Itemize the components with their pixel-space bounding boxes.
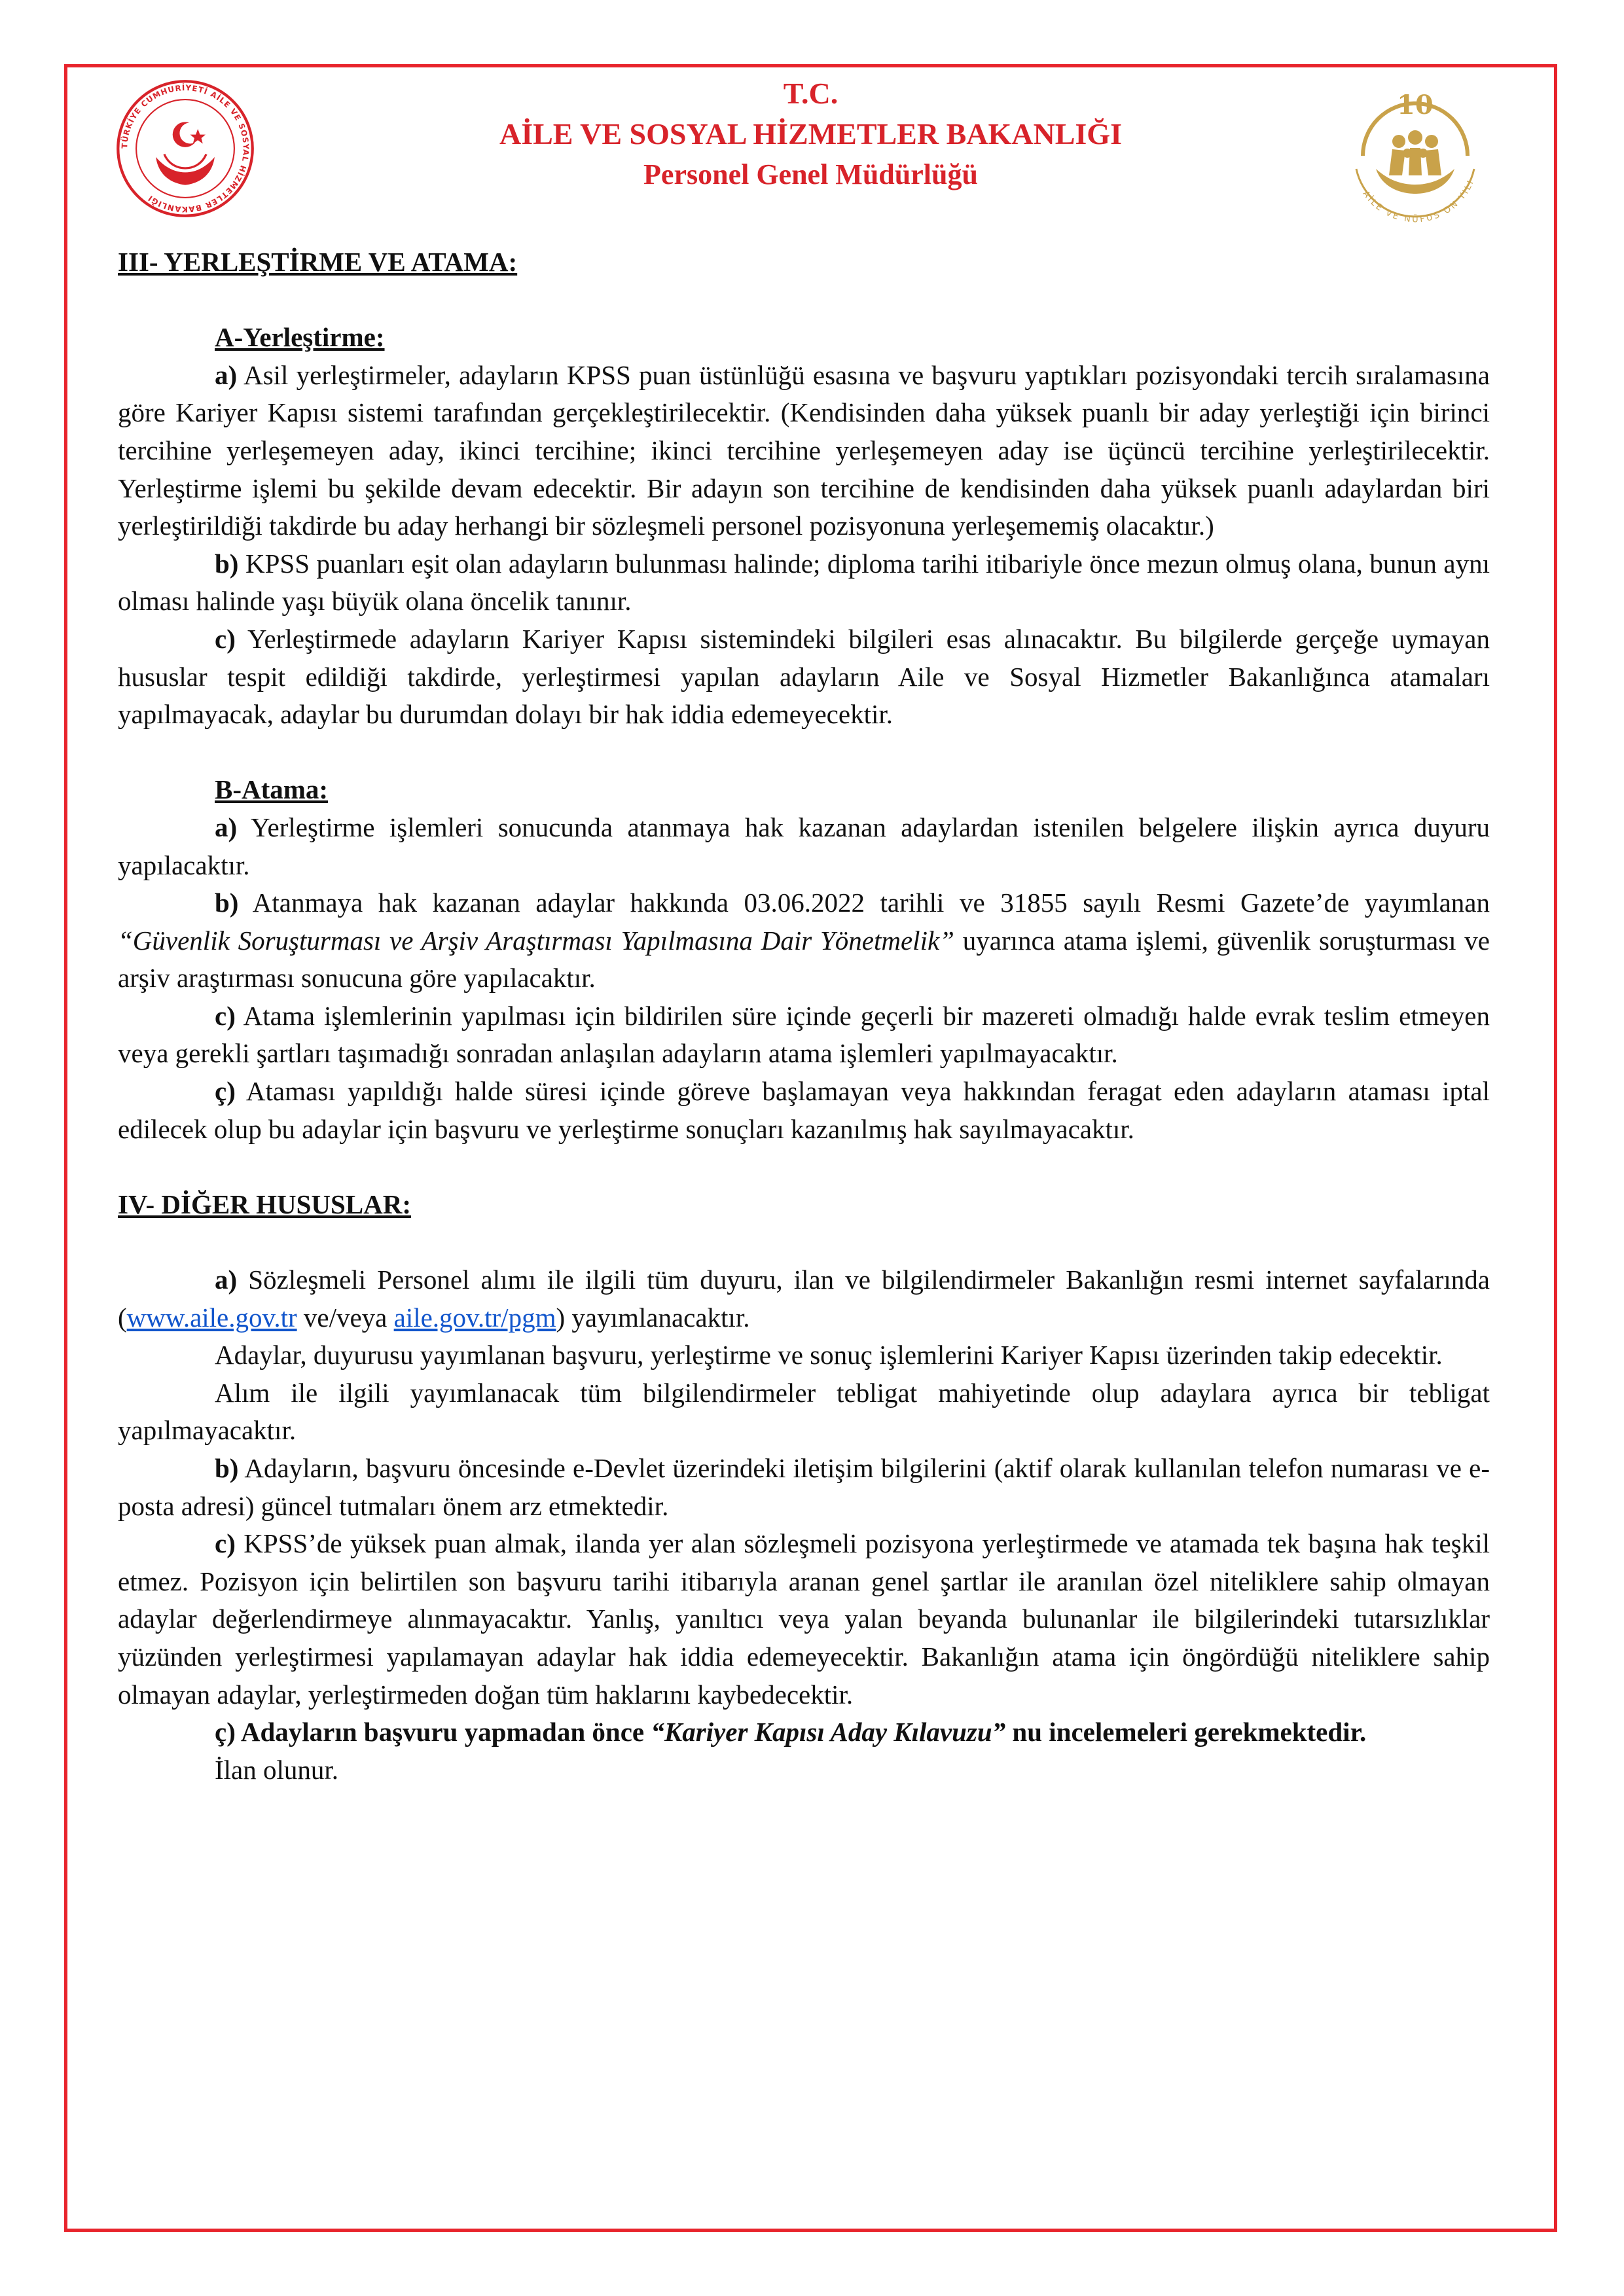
header-line-3: Personel Genel Müdürlüğü: [643, 158, 978, 190]
paragraph-d-a: a) Sözleşmeli Personel alımı ile ilgili tüm duyuru, ilan ve bilgilendirmeler Bakanlığın resmi internet sayfalarında (www.aile.gov.tr ve/veya aile.gov.tr/pgm) yayımlanacaktır.: [118, 1265, 1490, 1333]
item-label: b): [215, 548, 239, 579]
item-label: b): [215, 888, 239, 918]
seal-ring-text: TÜRKİYE CUMHURİYETİ AİLE VE SOSYAL HİZMETLER BAKANLIĞI: [120, 83, 251, 214]
paragraph-a-c: c) Yerleştirmede adayların Kariyer Kapısı sistemindeki bilgileri esas alınacaktır. Bu bilgilerde gerçeğe uymayan hususlar tespit edildiği takdirde, yerleştirmesi yapılan adayların Aile ve Sosyal Hizmetler Bakanlığınca atamaları yapılmayacak, adaylar bu durumdan dolayı bir hak iddia edemeyecektir.: [118, 623, 1490, 730]
item-label: ç): [215, 1076, 236, 1107]
item-label: ç): [215, 1717, 236, 1748]
paragraph-d-b: b) Adayların, başvuru öncesinde e-Devlet üzerindeki iletişim bilgilerini (aktif olarak kullanılan telefon numarası ve e-posta adresi) güncel tutmaları önem arz etmektedir.: [118, 1453, 1490, 1521]
item-label: a): [215, 359, 238, 390]
section-4-title: IV- DİĞER HUSUSLAR:: [118, 1189, 412, 1219]
aile-pgm-link[interactable]: aile.gov.tr/pgm: [393, 1302, 556, 1333]
document-header: [64, 73, 1557, 195]
section-3-title: III- YERLEŞTİRME VE ATAMA:: [118, 247, 518, 277]
item-label: c): [215, 1528, 236, 1559]
item-label: a): [215, 1265, 238, 1295]
paragraph-a-b: b) KPSS puanları eşit olan adayların bulunması halinde; diploma tarihi itibariyle önce mezun olmuş olana, bunun aynı olması halinde yaşı büyük olana öncelik tanınır.: [118, 548, 1490, 617]
item-label: c): [215, 1000, 236, 1031]
subsection-b-title: B-Atama:: [215, 774, 329, 805]
paragraph-b-cc: ç) Ataması yapıldığı halde süresi içinde göreve başlamayan veya hakkından feragat eden adayların ataması iptal edilecek olup bu adaylar için başvuru ve yerleştirme sonuçları kazanılmış hak sayılmayacaktır.: [118, 1076, 1490, 1144]
paragraph-d-a-2: Adaylar, duyurusu yayımlanan başvuru, yerleştirme ve sonuç işlemlerini Kariyer Kapısı üzerinden takip edecektir.: [215, 1340, 1443, 1371]
emblem-number: 10: [1397, 90, 1434, 120]
closing-line: İlan olunur.: [215, 1754, 339, 1785]
header-line-1: T.C.: [783, 77, 839, 110]
paragraph-b-c: c) Atama işlemlerinin yapılması için bildirilen süre içinde geçerli bir mazereti olmadığı halde evrak teslim etmeyen veya gerekli şartları taşımadığı sonradan anlaşılan adayların atama işlemleri yapılmayacaktır.: [118, 1000, 1490, 1069]
paragraph-b-b: b) Atanmaya hak kazanan adaylar hakkında 03.06.2022 tarihli ve 31855 sayılı Resmi Gazete’de yayımlanan “Güvenlik Soruşturması ve Arşiv Araştırması Yapılmasına Dair Yönetmelik” uyarınca atama işlemi, güvenlik soruşturması ve arşiv araştırması sonucuna göre yapılacaktır.: [118, 888, 1490, 994]
aile-gov-link[interactable]: www.aile.gov.tr: [126, 1302, 297, 1333]
paragraph-d-c: c) KPSS’de yüksek puan almak, ilanda yer alan sözleşmeli pozisyona yerleştirmede ve atamada tek başına hak teşkil etmez. Pozisyon için belirtilen son başvuru tarihi itibarıyla aranan genel şartlar ile aranılan özel niteliklere sahip olmayan adaylar değerlendirmeye alınmayacaktır. Yanlış, yanıltıcı veya yalan beyanda bulunanlar ile bilgilerindeki tutarsızlıklar yüzünden yerleştirmesi yapılamayan adaylar hak iddia edemeyecektir. Bakanlığın atama için öngördüğü niteliklere sahip olmayan adaylar, yerleştirmeden doğan tüm haklarını kaybedecektir.: [118, 1528, 1490, 1710]
paragraph-d-cc: ç) Adayların başvuru yapmadan önce “Kariyer Kapısı Aday Kılavuzu” nu incelemeleri gerekmektedir.: [215, 1717, 1367, 1748]
emblem-ring-text: AİLE VE NÜFUS ON YILI: [1360, 177, 1477, 225]
regulation-title: “Güvenlik Soruşturması ve Arşiv Araştırması Yapılmasına Dair Yönetmelik”: [118, 925, 954, 956]
item-label: a): [215, 812, 238, 842]
item-label: c): [215, 623, 236, 654]
subsection-a-title: A-Yerleştirme:: [215, 322, 385, 353]
document-body: [118, 243, 1490, 1789]
paragraph-a-a: a) Asil yerleştirmeler, adayların KPSS puan üstünlüğü esasına ve başvuru yaptıkları pozisyondaki tercih sıralamasına göre Kariyer Kapısı sistemi tarafından gerçekleştirilecektir. (Kendisinden daha yüksek puanlı bir aday yerleştiği için birinci tercihine yerleşemeyen aday, ikinci tercihine; ikinci tercihine yerleşemeyen aday ise üçüncü tercihine yerleştirilecektir. Yerleştirme işlemi bu şekilde devam edecektir. Bir adayın son tercihine de kendisinden daha yüksek puanlı adaylardan biri yerleştirildiği takdirde bu aday herhangi bir sözleşmeli personel pozisyonuna yerleşememiş olacaktır.): [118, 359, 1490, 541]
paragraph-d-a-3: Alım ile ilgili yayımlanacak tüm bilgilendirmeler tebligat mahiyetinde olup adaylara ayrıca bir tebligat yapılmayacaktır.: [118, 1377, 1490, 1446]
item-label: b): [215, 1453, 239, 1483]
header-line-2: AİLE VE SOSYAL HİZMETLER BAKANLIĞI: [499, 117, 1122, 151]
paragraph-b-a: a) Yerleştirme işlemleri sonucunda atanmaya hak kazanan adaylardan istenilen belgelere ilişkin ayrıca duyuru yapılacaktır.: [118, 812, 1490, 880]
guide-title: “Kariyer Kapısı Aday Kılavuzu”: [651, 1717, 1006, 1748]
